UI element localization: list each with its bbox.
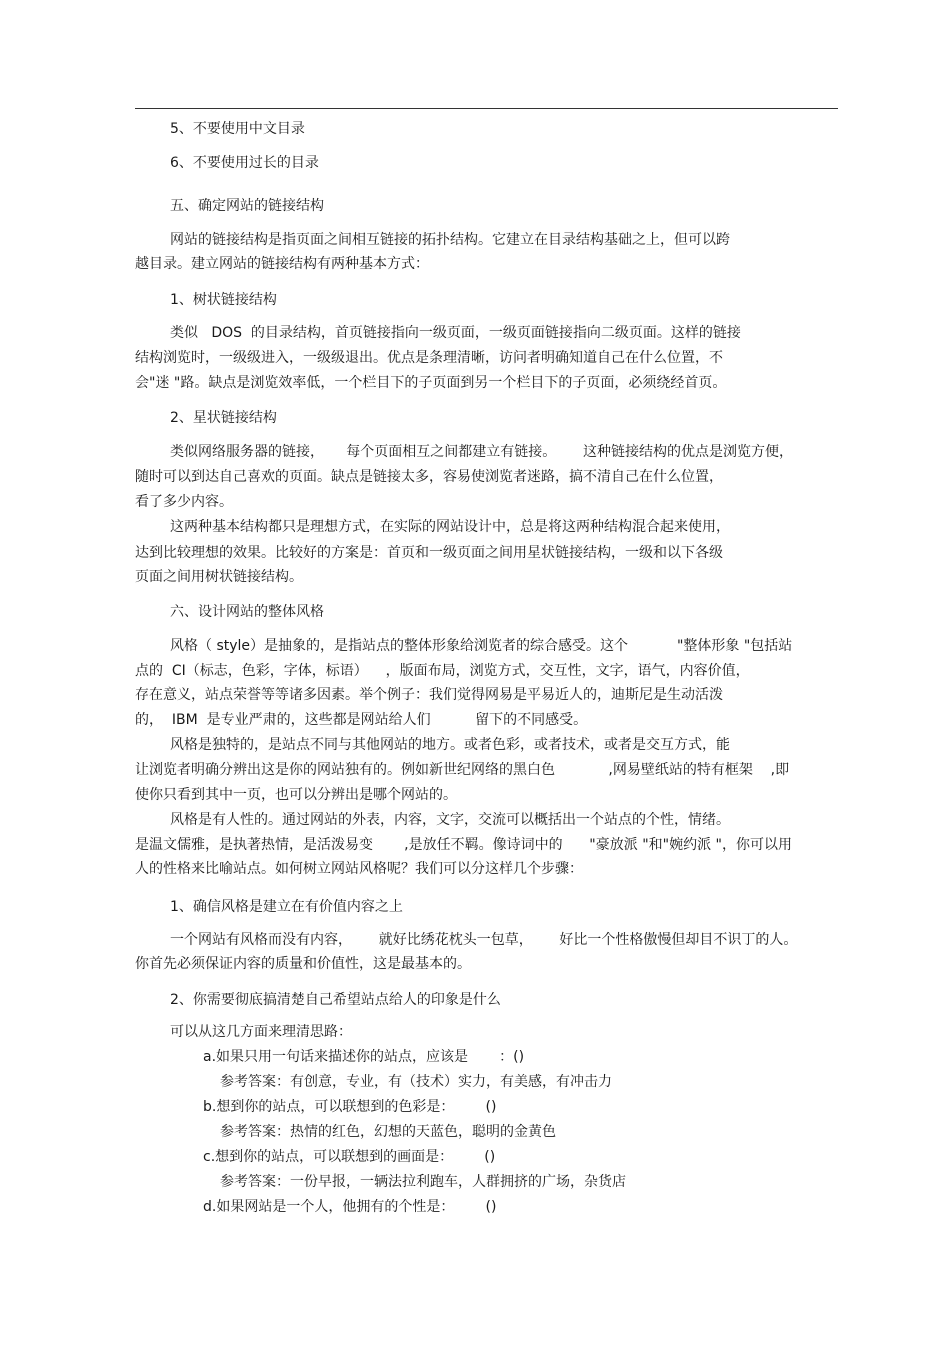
- paragraph-line: 风格（ style）是抽象的，是指站点的整体形象给浏览者的综合感受。这个 "整体形象 "包括站: [170, 638, 793, 654]
- paragraph-line: 人的性格来比喻站点。如何树立网站风格呢？我们可以分这样几个步骤：: [135, 861, 583, 877]
- subheading: 2、你需要彻底搞清楚自己希望站点给人的印象是什么: [170, 992, 501, 1008]
- paragraph-line: 可以从这几方面来理清思路：: [170, 1024, 352, 1040]
- paragraph-line: 结构浏览时，一级级进入，一级级退出。优点是条理清晰，访问者明确知道自己在什么位置，不: [135, 350, 723, 366]
- list-item: 5、不要使用中文目录: [170, 121, 305, 137]
- header-rule: [135, 108, 838, 109]
- paragraph-line: 让浏览者明确分辨出这是你的网站独有的。例如新世纪网络的黑白色 ,网易壁纸站的特有框架 ,即: [135, 762, 790, 778]
- paragraph-line: 点的 CI（标志，色彩，字体，标语） ，版面布局，浏览方式，交互性，文字，语气，内容价值，: [135, 663, 750, 679]
- paragraph-line: 存在意义，站点荣誉等等诸多因素。举个例子：我们觉得网易是平易近人的，迪斯尼是生动活泼: [135, 687, 723, 703]
- question-item: b.想到你的站点，可以联想到的色彩是： (): [203, 1099, 497, 1115]
- subheading: 2、星状链接结构: [170, 410, 277, 426]
- question-item: c.想到你的站点，可以联想到的画面是： (): [203, 1149, 496, 1165]
- list-item: 6、不要使用过长的目录: [170, 155, 319, 171]
- paragraph-line: 使你只看到其中一页，也可以分辨出是哪个网站的。: [135, 787, 457, 803]
- paragraph-line: 越目录。建立网站的链接结构有两种基本方式：: [135, 256, 429, 272]
- paragraph-line: 页面之间用树状链接结构。: [135, 569, 303, 585]
- reference-answer: 参考答案：有创意，专业，有（技术）实力，有美感，有冲击力: [220, 1074, 612, 1090]
- question-item: d.如果网站是一个人，他拥有的个性是： (): [203, 1199, 497, 1215]
- subheading: 1、确信风格是建立在有价值内容之上: [170, 899, 403, 915]
- section-heading: 五、确定网站的链接结构: [170, 198, 324, 214]
- reference-answer: 参考答案：一份早报，一辆法拉利跑车，人群拥挤的广场，杂货店: [220, 1174, 626, 1190]
- paragraph-line: 网站的链接结构是指页面之间相互链接的拓扑结构。它建立在目录结构基础之上，但可以跨: [170, 232, 730, 248]
- reference-answer: 参考答案：热情的红色，幻想的天蓝色，聪明的金黄色: [220, 1124, 556, 1140]
- paragraph-line: 这两种基本结构都只是理想方式，在实际的网站设计中，总是将这两种结构混合起来使用，: [170, 519, 730, 535]
- paragraph-line: 看了多少内容。: [135, 494, 233, 510]
- paragraph-line: 会"迷 "路。缺点是浏览效率低，一个栏目下的子页面到另一个栏目下的子页面，必须绕经首页。: [135, 375, 727, 391]
- question-item: a.如果只用一句话来描述你的站点，应该是 ：(): [203, 1049, 525, 1065]
- paragraph-line: 的， IBM 是专业严肃的，这些都是网站给人们 留下的不同感受。: [135, 712, 588, 728]
- paragraph-line: 是温文儒雅，是执著热情，是活泼易变 ,是放任不羁。像诗词中的 "豪放派 "和"婉约派 "，你可以用: [135, 837, 792, 853]
- paragraph-line: 类似网络服务器的链接， 每个页面相互之间都建立有链接。 这种链接结构的优点是浏览方便，: [170, 444, 793, 460]
- paragraph-line: 风格是独特的，是站点不同与其他网站的地方。或者色彩，或者技术，或者是交互方式，能: [170, 737, 730, 753]
- subheading: 1、树状链接结构: [170, 292, 277, 308]
- paragraph-line: 风格是有人性的。通过网站的外表，内容，文字，交流可以概括出一个站点的个性，情绪。: [170, 812, 730, 828]
- paragraph-line: 类似 DOS 的目录结构，首页链接指向一级页面，一级页面链接指向二级页面。这样的链接: [170, 325, 741, 341]
- section-heading: 六、设计网站的整体风格: [170, 604, 324, 620]
- paragraph-line: 你首先必须保证内容的质量和价值性，这是最基本的。: [135, 956, 471, 972]
- paragraph-line: 随时可以到达自己喜欢的页面。缺点是链接太多，容易使浏览者迷路，搞不清自己在什么位置，: [135, 469, 723, 485]
- paragraph-line: 一个网站有风格而没有内容， 就好比绣花枕头一包草， 好比一个性格傲慢但却目不识丁的人。: [170, 932, 798, 948]
- paragraph-line: 达到比较理想的效果。比较好的方案是：首页和一级页面之间用星状链接结构，一级和以下各级: [135, 545, 723, 561]
